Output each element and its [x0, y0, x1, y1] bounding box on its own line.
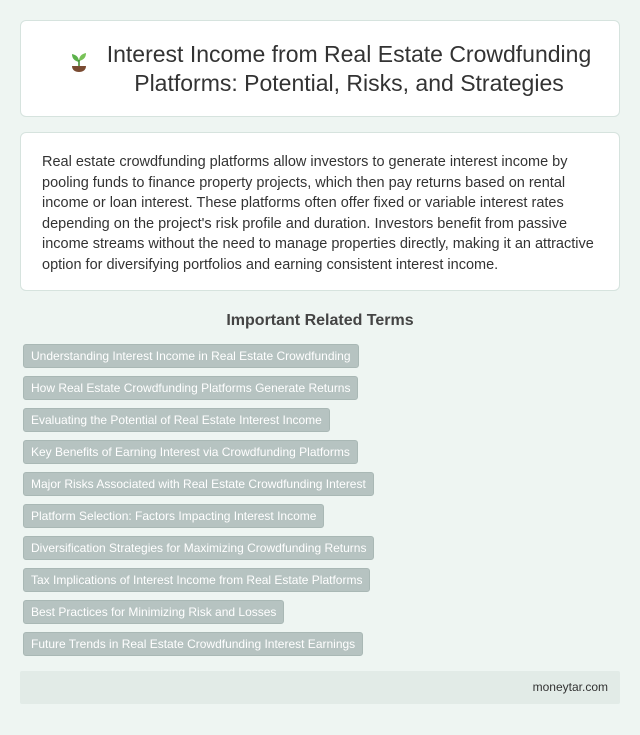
title-card	[20, 20, 620, 117]
related-term-link[interactable]: Best Practices for Minimizing Risk and Losses	[23, 600, 284, 624]
seedling-icon	[67, 49, 91, 73]
related-term-link[interactable]: Understanding Interest Income in Real Estate Crowdfunding	[23, 344, 359, 368]
related-terms-list	[23, 344, 623, 664]
site-name[interactable]: moneytar.com	[532, 680, 608, 694]
related-term-link[interactable]: Key Benefits of Earning Interest via Crowdfunding Platforms	[23, 440, 358, 464]
page-title: Interest Income from Real Estate Crowdfunding Platforms: Potential, Risks, and Strategies	[106, 40, 592, 96]
related-term-link[interactable]: Future Trends in Real Estate Crowdfunding Interest Earnings	[23, 632, 363, 656]
related-term-link[interactable]: Platform Selection: Factors Impacting Interest Income	[23, 504, 324, 528]
related-term-link[interactable]: Evaluating the Potential of Real Estate Interest Income	[23, 408, 330, 432]
related-term-link[interactable]: How Real Estate Crowdfunding Platforms Generate Returns	[23, 376, 358, 400]
footer-bar	[20, 671, 620, 704]
related-term-link[interactable]: Major Risks Associated with Real Estate Crowdfunding Interest	[23, 472, 374, 496]
related-term-link[interactable]: Diversification Strategies for Maximizing Crowdfunding Returns	[23, 536, 374, 560]
related-terms-heading: Important Related Terms	[226, 312, 414, 329]
related-term-link[interactable]: Tax Implications of Interest Income from Real Estate Platforms	[23, 568, 370, 592]
intro-card	[20, 132, 620, 291]
intro-paragraph: Real estate crowdfunding platforms allow investors to generate interest income by pooling funds to finance property projects, which then pay returns based on rental income or loan interest. These platforms often offer fixed or variable interest rates depending on the project's risk profile and duration. Investors benefit from passive income streams without the need to manage properties directly, making it an attractive option for diversifying portfolios and earning consistent interest income.	[42, 154, 594, 273]
